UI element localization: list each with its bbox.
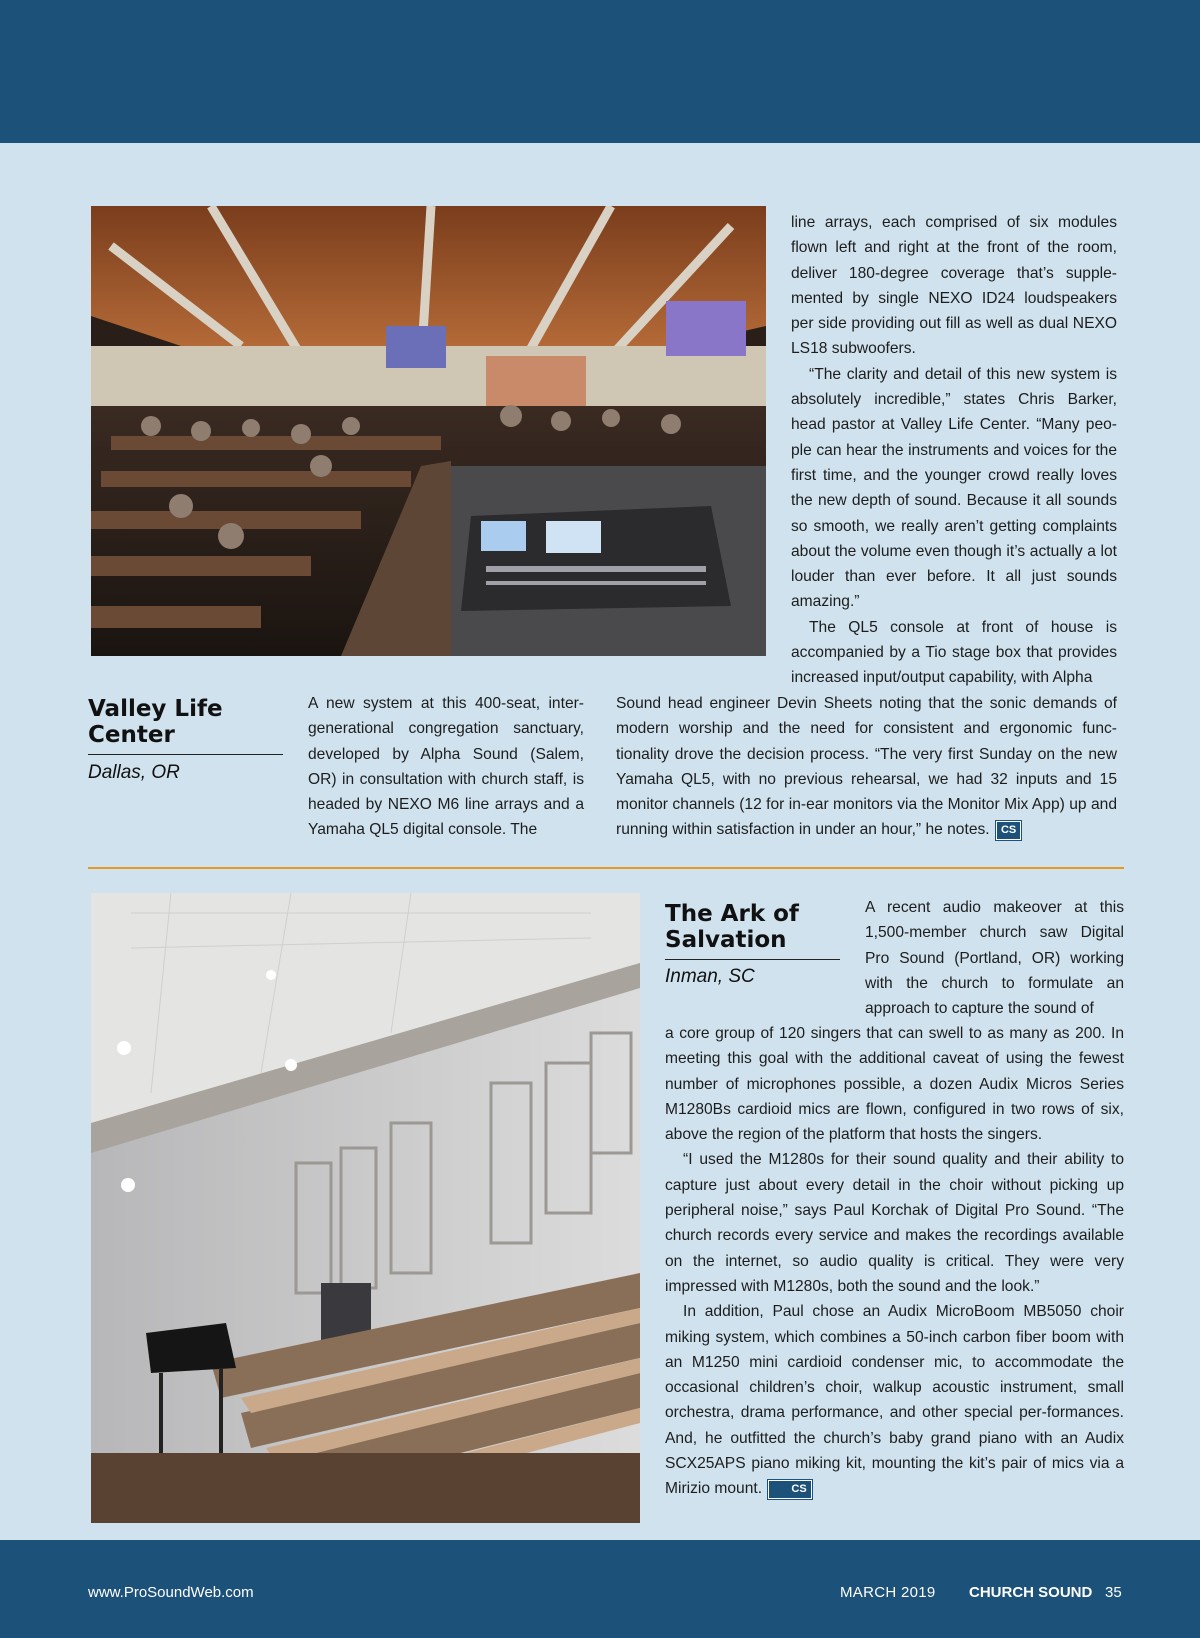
section1-paragraph-2: “The clarity and detail of this new system is absolutely incredible,” states Chris Barker, head pastor at Valley Life Center. “Many peo-ple can hear the instruments and voices for the first time, and the younger crowd really loves the new depth of sound. Because it all sounds so smooth, we really aren’t getting complaints about the volume even though it’s actually a lot louder than ever before. It all just sounds amazing.” [791,365,1117,611]
section1-paragraph-4: Sound head engineer Devin Sheets noting that the sonic demands of modern worship and the need for consistent and ergonomic func-tionality drove the decision process. “The very first Sunday on the new Yamaha QL5, with no previous rehearsal, we had 32 inputs and 15 monitor channels (12 for in-ear monitors via the Monitor Mix App) up and running within satisfaction in under an hour,” he notes. [616,695,1117,839]
section2-title-rule [665,959,840,960]
footer-page-number: 35 [1105,1584,1122,1601]
section1-column-right [791,210,1117,691]
end-mark-icon: CS [768,1480,811,1499]
footer-magazine: CHURCH SOUND [969,1584,1093,1601]
header-band [0,0,1200,143]
section2-intro: A recent audio makeover at this 1,500-member church saw Digital Pro Sound (Portland, OR) working with the church to formulate an approach to capture the sound of [865,899,1124,1018]
footer-url[interactable]: www.ProSoundWeb.com [88,1584,254,1601]
end-mark-icon: CS [996,821,1021,840]
section2-title: The Ark of Salvation [665,901,799,953]
section1-paragraph-1: line arrays, each comprised of six modules flown left and right at the front of the room, deliver 180-degree coverage that’s supple-mented by single NEXO ID24 loudspeakers per side providing out fill as well as dual NEXO LS18 subwoofers. [791,214,1117,358]
footer-date: MARCH 2019 [840,1584,936,1601]
section1-location: Dallas, OR [88,762,180,783]
section2-paragraph-1: a core group of 120 singers that can swell to as many as 200. In meeting this goal with the additional caveat of using the fewest number of microphones possible, a dozen Audix Micros Series M1280Bs cardioid mics are flown, configured in two rows of six, above the region of the platform that hosts the singers. [665,1025,1124,1144]
section2-paragraph-3: In addition, Paul chose an Audix MicroBoom MB5050 choir miking system, which combines a 50-inch carbon fiber boom with an M1250 mini cardioid condenser mic, to accommodate the occasional children’s choir, walkup acoustic instrument, small orchestra, drama performance, and other special per-formances. And, he outfitted the church’s baby grand piano with an Audix SCX25APS piano miking kit, mounting the kit’s pair of mics via a Mirizio mount. [665,1303,1124,1498]
section1-title: Valley Life Center [88,696,223,748]
section2-main-column [665,1021,1124,1502]
section2-paragraph-2: “I used the M1280s for their sound quality and their ability to capture just about every detail in the choir without picking up peripheral noise,” says Paul Korchak of Digital Pro Sound. “The church records every service and makes the recordings available on the internet, so audio quality is critical. They were very impressed with M1280s, both the sound and the look.” [665,1151,1124,1295]
section1-title-rule [88,754,283,755]
section1-column-left [308,691,584,843]
footer-band [0,1540,1200,1638]
section1-intro: A new system at this 400-seat, inter-generational congregation sanctuary, developed by Alpha Sound (Salem, OR) in consultation with church staff, is headed by NEXO M6 line arrays and a Yamaha QL5 digital console. The [308,695,584,839]
section1-paragraph-3: The QL5 console at front of house is accompanied by a Tio stage box that provides increased input/output capability, with Alpha [791,618,1117,687]
section1-column-bottom [616,691,1117,843]
section2-intro-column [865,895,1124,1021]
section2-location: Inman, SC [665,966,755,987]
section-separator [88,867,1124,869]
choir-loft-photo [91,893,640,1523]
sanctuary-photo [91,206,766,656]
